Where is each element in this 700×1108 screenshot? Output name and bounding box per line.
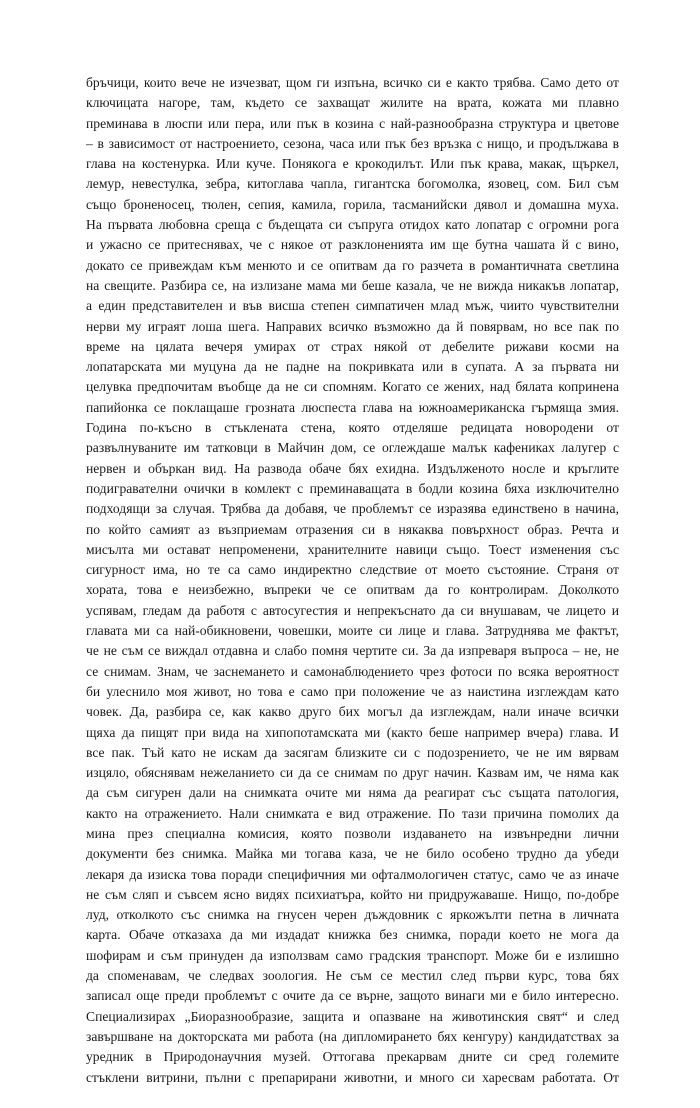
text-line: също броненосец, тюлен, сепия, камила, горила, тасманийски дявол и домашна муха. [86, 196, 619, 212]
text-line: нервен и объркан вид. На развода обаче бях ехидна. Издълженото носле и кръглите [86, 460, 619, 476]
text-line: документи без снимка. Майка ми тогава каза, че не било особено трудно да убеди [86, 846, 619, 862]
text-line: щяха да пищят при вида на хипопотамската ми (както беше например вчера) глава. И [86, 724, 619, 740]
text-line: завършване на докторската ми работа (на дипломирането бях кенгуру) кандидатствах за [86, 1028, 619, 1044]
text-line: сигурност има, но те са само индиректно следствие от моето състояние. Страня от [86, 562, 619, 578]
text-line: човек. Да, разбира се, как какво друго бих могъл да изглеждам, нали иначе всички [86, 704, 619, 720]
text-line: лемур, невестулка, зебра, китоглава чапла, гигантска богомолка, язовец, сом. Бил съм [86, 176, 619, 192]
text-line: мина през специална комисия, която позволи издаването на извънредни лични [86, 825, 619, 841]
text-line: да съм сигурен дали на снимката очите ми няма да реагират със същата патология, [86, 785, 619, 801]
text-line: карта. Обаче отказаха да ми издадат книжка без снимка, поради което не мога да [86, 927, 619, 943]
text-line: лекаря да изиска това поради специфичния ми офталмологичен статус, само че аз иначе [86, 866, 619, 882]
text-line: лопатарската ми муцуна да не падне на покривката или в супата. А за първата ни [86, 359, 619, 375]
text-line: успявам, гледам да работя с автосугестия и непрекъснато да си внушавам, че лицето и [86, 602, 619, 618]
text-line: преминава в люспи или пера, или пък в козина с най-разнообразна структура и цветове [86, 115, 619, 131]
text-line: – в зависимост от настроението, сезона, часа или пък без връзка с нищо, и продължава в [86, 135, 619, 151]
text-line: бръчици, които вече не изчезват, щом ги изпъна, всичко си е както трябва. Само дето от [86, 75, 619, 90]
text-line: нерви му играят лоша шега. Направих всичко възможно да й повярвам, но все пак по [86, 318, 619, 334]
text-line: луд, отколкото със снимка на гнусен черен дъждовник с яркожълти петна в личната [86, 907, 619, 923]
text-line: главата ми са най-обикновени, човешки, моите си лице и глава. Затруднява ме фактът, [86, 623, 619, 639]
text-line: докато се привеждам към менюто и се опитвам да го разчета в романтичната светлина [86, 257, 619, 273]
text-line: стъклени витрини, пълни с препарирани животни, и много си харесвам работата. От [86, 1069, 619, 1085]
text-line: записал още преди проблемът с очите да се върне, защото винаги ми е било интересно. [86, 988, 619, 1004]
text-line: подигравателни очички в комлект с преминаващата в бодли козина бяха изключително [86, 480, 619, 496]
text-line: хората, това е неизбежно, въпреки че се опитвам да го контролирам. Доколкото [86, 582, 619, 598]
text-line: да споменавам, че следвах зоология. Не съм се местил след първи курс, това бях [86, 968, 619, 984]
text-line: папийонка се поклащаше грозната люспеста глава на южноамериканска гърмяща змия. [86, 399, 619, 415]
text-line: подходящи за случая. Трябва да добавя, че проблемът се изразява единствено в начина, [86, 501, 619, 517]
text-line: шофирам и съм принуден да използвам само градския транспорт. Може би е излишно [86, 947, 619, 963]
text-line: мисълта ми остават непроменени, хранителните навици също. Тоест изменения със [86, 541, 619, 557]
text-line: би улеснило моя живот, но това е само при положение че аз наистина изглеждам като [86, 683, 619, 699]
text-line: целувка предпочитам въобще да не си спомням. Когато се жених, над бялата копринена [86, 379, 619, 395]
text-line: а един представителен и във висша степен симпатичен млад мъж, чиито чувствителни [86, 298, 619, 314]
text-line: уредник в Природонаучния музей. Оттогава прекарвам дните си сред големите [86, 1049, 619, 1065]
text-line: Специализирах „Биоразнообразие, защита и опазване на животинския свят“ и след [86, 1008, 619, 1024]
text-line: глава на костенурка. Или куче. Понякога е крокодилът. Или пък крава, макак, щъркел, [86, 156, 619, 172]
text-line: както на отражението. Нали снимката е вид отражение. По тази причина помолих да [86, 805, 619, 821]
text-line: че не съм се виждал отдавна и слабо помня чертите си. За да изпреваря въпроса – не, не [86, 643, 619, 659]
text-line: и ужасно се притеснявах, че с някое от разклоненията им ще бутна чашата й с вино, [86, 237, 619, 253]
text-line: време на цялата вечеря умирах от страх някой от дебелите рижави косми на [86, 338, 619, 354]
body-text [86, 73, 619, 1108]
text-line: Година по-късно в стъклената стена, която отделяше редицата новородени от [86, 420, 619, 436]
text-line [86, 1088, 619, 1108]
text-line: не съм сляп и съвсем ясно видях психиатъра, който ни придружаваше. Нищо, по-добре [86, 886, 619, 902]
text-line: развълнуваните им татковци в Майчин дом, се оглеждаше малък кафениках лалугер с [86, 440, 619, 456]
text-line: На първата любовна среща с бъдещата си съпруга отидох като лопатар с огромни рога [86, 217, 619, 233]
text-line: изцяло, обяснявам нежеланието си да се снимам по друг начин. Казвам им, че няма как [86, 765, 619, 781]
text-line: все пак. Тъй като не искам да засягам близките си с подозрението, че не им вярвам [86, 744, 619, 760]
text-line: се снимам. Знам, че заснемането и самонаблюдението чрез фотоси по всяка вероятност [86, 663, 619, 679]
text-line: ключицата нагоре, там, където се захващат жилите на врата, кожата ми плавно [86, 95, 619, 111]
text-line: по който самият аз възприемам отразения си в някаква повърхност образ. Речта и [86, 521, 619, 537]
text-line: на свещите. Разбира се, на излизане мама ми беше казала, че не виждa никакъв лопатар, [86, 277, 619, 293]
